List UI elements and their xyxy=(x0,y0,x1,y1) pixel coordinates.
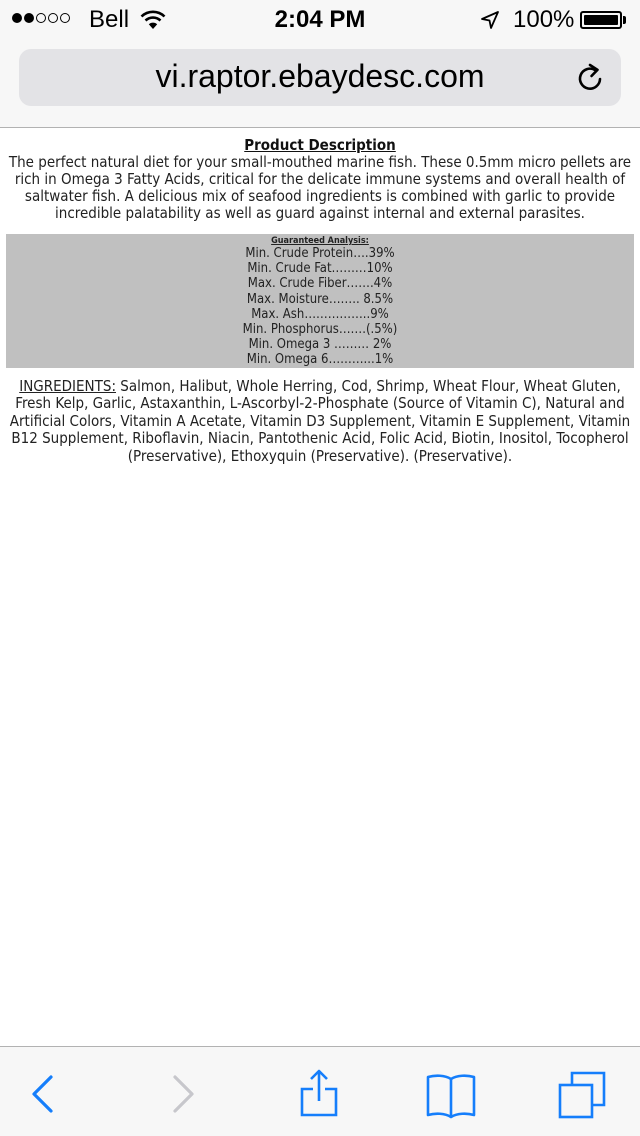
carrier-name: Bell xyxy=(89,6,130,33)
analysis-row: Min. Phosphorus…….(.5%) xyxy=(242,322,398,338)
battery-percent: 100% xyxy=(513,6,575,33)
ingredients-paragraph xyxy=(8,378,632,465)
browser-toolbar xyxy=(0,1046,640,1136)
location-icon xyxy=(480,10,500,35)
analysis-row: Min. Crude Protein….39% xyxy=(245,246,395,261)
analysis-title: Guaranteed Analysis: xyxy=(271,236,369,246)
analysis-row: Max. Ash……………..9% xyxy=(251,306,389,322)
page-content xyxy=(0,128,640,1046)
back-icon[interactable] xyxy=(18,1069,68,1119)
battery-tip xyxy=(623,16,626,24)
ingredients-label: INGREDIENTS: xyxy=(19,377,116,395)
address-bar[interactable] xyxy=(19,49,621,106)
guaranteed-analysis-box xyxy=(6,234,634,368)
ingredients-text: Salmon, Halibut, Whole Herring, Cod, Shrimp, Wheat Flour, Wheat Gluten, Fresh Kelp, Garlic, Astaxanthin, L-Ascorbyl-2-Phosphate (Source of Vitamin C), Natural and Artificial Colors, Vitamin A Acetate, Vitamin D3 Supplement, Vitamin E Supplement, Vitamin B12 Supplement, Riboflavin, Niacin, Pantothenic Acid, Folic Acid, Biotin, Inositol, Tocopherol (Preservative), Ethoxyquin (Preservative). (Preservative). xyxy=(9,377,631,465)
product-description-title: Product Description xyxy=(244,136,396,154)
browser-nav-bar xyxy=(0,40,640,128)
status-time: 2:04 PM xyxy=(274,6,366,33)
analysis-row: Min. Omega 3 ……… 2% xyxy=(248,337,392,353)
url-text[interactable]: vi.raptor.ebaydesc.com xyxy=(155,58,485,94)
analysis-row: Min. Crude Fat………10% xyxy=(247,261,393,277)
analysis-row: Min. Omega 6………...1% xyxy=(246,352,394,368)
reload-icon[interactable] xyxy=(576,63,606,93)
product-description-text: The perfect natural diet for your small-mouthed marine fish. These 0.5mm micro pellets are rich in Omega 3 Fatty Acids, critical for the delicate immune systems and overall health of saltwater fish. A delicious mix of seafood ingredients is combined with garlic to provide incredible palatability as well as guard against internal and external parasites. xyxy=(8,153,632,222)
share-icon[interactable] xyxy=(294,1069,344,1119)
bookmarks-icon[interactable] xyxy=(426,1069,476,1119)
tabs-icon[interactable] xyxy=(558,1069,608,1119)
battery-icon xyxy=(580,11,622,29)
status-bar xyxy=(0,0,640,40)
analysis-row: Max. Crude Fiber…….4% xyxy=(247,276,393,292)
analysis-row: Max. Moisture…….. 8.5% xyxy=(246,291,394,307)
forward-icon[interactable] xyxy=(158,1069,208,1119)
